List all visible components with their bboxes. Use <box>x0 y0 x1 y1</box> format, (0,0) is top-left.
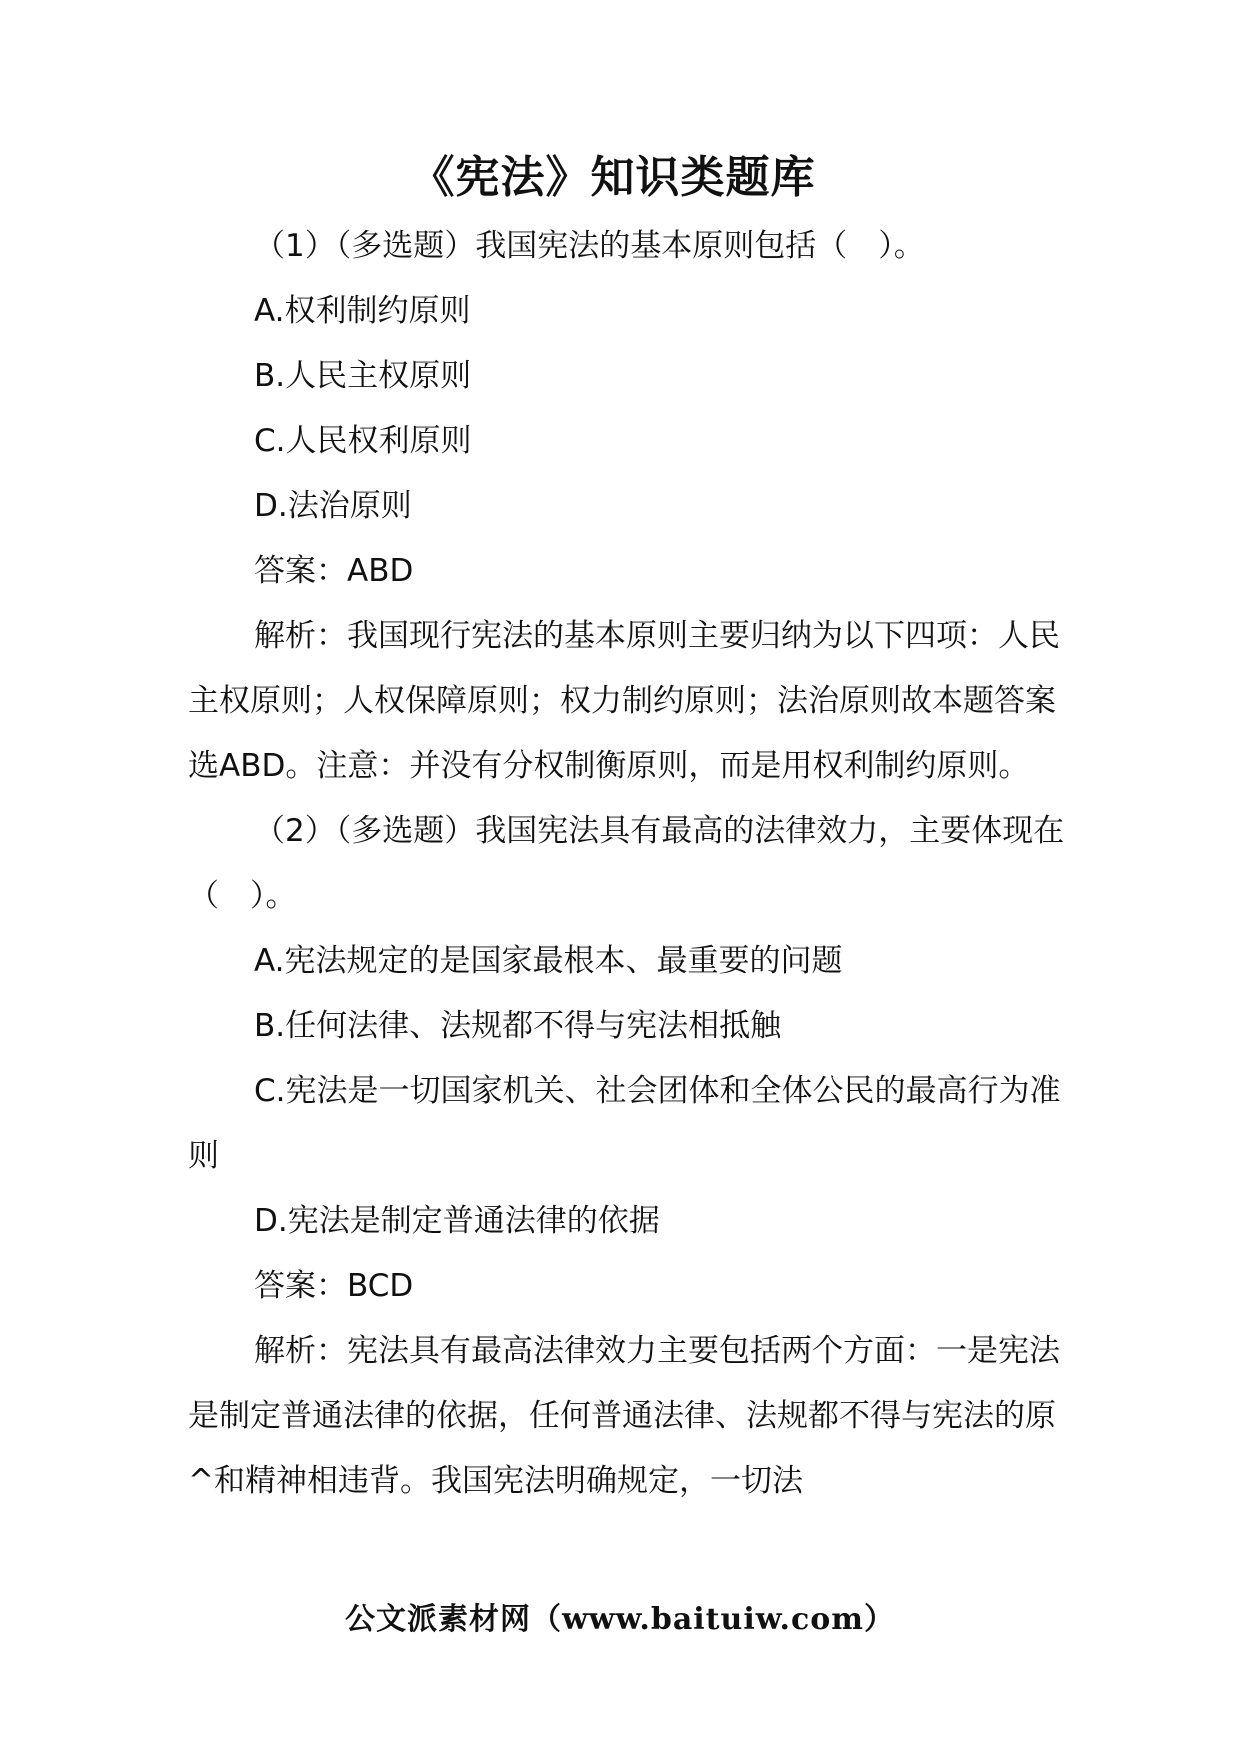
question-1-option-d: D.法治原则 <box>254 488 412 524</box>
question-1-stem: （1）（多选题）我国宪法的基本原则包括（ ）。 <box>254 228 925 264</box>
document-title: 《宪法》知识类题库 <box>410 152 816 203</box>
question-1-option-c: C.人民权利原则 <box>254 423 472 459</box>
question-2-answer: 答案：BCD <box>254 1268 414 1304</box>
question-1-answer: 答案：ABD <box>254 553 414 589</box>
question-2-option-b: B.任何法律、法规都不得与宪法相抵触 <box>254 1008 782 1044</box>
question-1-option-a: A.权利制约原则 <box>254 293 471 329</box>
question-1-analysis: 解析：我国现行宪法的基本原则主要归纳为以下四项：人民主权原则；人权保障原则；权力制约原则；法治原则故本题答案选ABD。注意：并没有分权制衡原则，而是用权利制约原则。 <box>188 618 1060 784</box>
footer-watermark: 公文派素材网（www.baituiw.com） <box>344 1602 896 1637</box>
question-1-option-b: B.人民主权原则 <box>254 358 472 394</box>
question-2-option-c: C.宪法是一切国家机关、社会团体和全体公民的最高行为准则 <box>188 1073 1061 1174</box>
document-page <box>188 150 1068 1514</box>
question-2-option-a: A.宪法规定的是国家最根本、最重要的问题 <box>254 943 843 979</box>
question-2-option-d: D.宪法是制定普通法律的依据 <box>254 1203 660 1239</box>
question-2-analysis: 解析：宪法具有最高法律效力主要包括两个方面：一是宪法是制定普通法律的依据，任何普通法律、法规都不得与宪法的原^和精神相违背。我国宪法明确规定，一切法 <box>188 1333 1060 1499</box>
question-2-stem: （2）（多选题）我国宪法具有最高的法律效力，主要体现在（ ）。 <box>188 813 1065 914</box>
